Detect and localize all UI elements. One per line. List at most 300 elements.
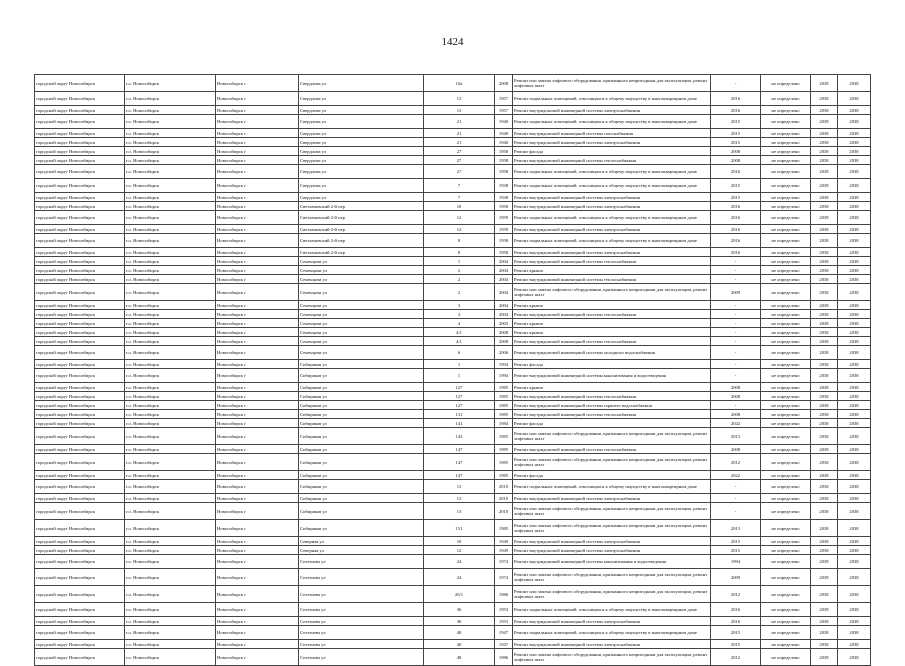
table-cell: не определено — [761, 165, 811, 179]
table-cell: Сибиряков ул — [299, 445, 424, 454]
table-cell: 2038 — [811, 419, 838, 428]
table-cell: Новосибирск г — [216, 115, 299, 129]
table-cell: 2038 — [838, 266, 871, 275]
table-cell: 1949 — [495, 537, 513, 546]
table-cell: Ремонт фасада — [513, 419, 711, 428]
table-cell: не определено — [761, 257, 811, 266]
table-row — [35, 617, 871, 626]
table-cell: городской округ Новосибирск — [35, 211, 125, 225]
table-cell: Ремонт фасада — [513, 147, 711, 156]
table-cell: 2038 — [838, 603, 871, 617]
table-cell: Ремонт или замена лифтового оборудования, признанного непригодным для эксплуатации, ремонт лифтовых шахт — [513, 75, 711, 92]
table-cell: Ремонт внутридомовой инженерной системы электроснабжения — [513, 138, 711, 147]
table-cell: - — [711, 319, 761, 328]
table-cell: 10 — [424, 202, 495, 211]
table-row — [35, 503, 871, 520]
table-cell: 36 — [424, 617, 495, 626]
table-cell: Ремонт крыши — [513, 301, 711, 310]
table-cell: не определено — [761, 555, 811, 569]
table-cell: Ремонт внутридомовой инженерной системы теплоснабжения — [513, 392, 711, 401]
table-cell: Ремонт подвальных помещений, относящихся к общему имуществу в многоквартирном доме — [513, 92, 711, 106]
table-cell: 2015 — [711, 537, 761, 546]
table-cell: 2038 — [838, 301, 871, 310]
table-cell: - — [711, 401, 761, 410]
table-cell: Ремонт внутридомовой инженерной системы теплоснабжения — [513, 310, 711, 319]
table-cell: городской округ Новосибирск — [35, 319, 125, 328]
table-cell: не определено — [761, 520, 811, 537]
table-cell: городской округ Новосибирск — [35, 106, 125, 115]
table-cell: 2004 — [495, 266, 513, 275]
table-cell: - — [711, 503, 761, 520]
table-cell: городской округ Новосибирск — [35, 419, 125, 428]
table-cell: Ремонт внутридомовой инженерной системы электроснабжения — [513, 546, 711, 555]
table-cell: г.о. Новосибирск — [125, 369, 216, 383]
table-cell: Новосибирск г — [216, 640, 299, 649]
table-cell: 2008 — [711, 392, 761, 401]
table-cell: 2038 — [838, 319, 871, 328]
table-cell: 2038 — [811, 454, 838, 471]
table-cell: 2038 — [811, 202, 838, 211]
table-cell: Ремонт внутридомовой инженерной системы теплоснабжения — [513, 337, 711, 346]
table-cell: г.о. Новосибирск — [125, 310, 216, 319]
table-row — [35, 569, 871, 586]
table-cell: 2038 — [838, 234, 871, 248]
table-cell: 2038 — [838, 129, 871, 138]
table-cell: 2038 — [838, 401, 871, 410]
table-row — [35, 234, 871, 248]
table-cell: городской округ Новосибирск — [35, 202, 125, 211]
table-cell: городской округ Новосибирск — [35, 129, 125, 138]
table-cell: Новосибирск г — [216, 75, 299, 92]
table-cell: Ремонт или замена лифтового оборудования, признанного непригодным для эксплуатации, ремонт лифтовых шахт — [513, 520, 711, 537]
table-cell: 2038 — [811, 617, 838, 626]
table-cell: городской округ Новосибирск — [35, 138, 125, 147]
table-cell: Ремонт подвальных помещений, относящихся к общему имуществу в многоквартирном доме — [513, 603, 711, 617]
table-cell: 2038 — [811, 360, 838, 369]
table-cell: 1953 — [495, 617, 513, 626]
table-cell: г.о. Новосибирск — [125, 401, 216, 410]
table-cell: не определено — [761, 248, 811, 257]
table-row — [35, 401, 871, 410]
table-cell: Новосибирск г — [216, 202, 299, 211]
table-cell: не определено — [761, 471, 811, 480]
table-cell: городской округ Новосибирск — [35, 179, 125, 193]
table-cell: 131 — [424, 410, 495, 419]
table-cell: - — [711, 75, 761, 92]
table-cell: 2009 — [711, 284, 761, 301]
table-cell: г.о. Новосибирск — [125, 147, 216, 156]
table-cell: 2038 — [811, 248, 838, 257]
table-cell: 2038 — [811, 520, 838, 537]
table-cell: г.о. Новосибирск — [125, 537, 216, 546]
table-cell: 147 — [424, 445, 495, 454]
table-row — [35, 225, 871, 234]
table-cell: не определено — [761, 156, 811, 165]
table-row — [35, 248, 871, 257]
table-cell: 2004 — [495, 301, 513, 310]
table-cell: Ремонт внутридомовой инженерной системы теплоснабжения — [513, 275, 711, 284]
table-cell: городской округ Новосибирск — [35, 480, 125, 494]
table-cell: Семенцова ул — [299, 346, 424, 360]
table-cell: Светлановский 2-й пер — [299, 234, 424, 248]
table-cell: Сибиряков ул — [299, 428, 424, 445]
table-cell: - — [711, 346, 761, 360]
table-cell: 1940 — [495, 129, 513, 138]
table-cell: 2038 — [838, 569, 871, 586]
table-cell: 2038 — [838, 284, 871, 301]
table-cell: Ремонт или замена лифтового оборудования, признанного непригодным для эксплуатации, ремонт лифтовых шахт — [513, 503, 711, 520]
table-cell: Ремонт внутридомовой инженерной системы электроснабжения — [513, 617, 711, 626]
table-cell: Ремонт внутридомовой инженерной системы канализования и водоотведения — [513, 555, 711, 569]
table-cell: не определено — [761, 369, 811, 383]
table-cell: Ремонт внутридомовой инженерной системы электроснабжения — [513, 106, 711, 115]
table-cell: 2038 — [811, 310, 838, 319]
table-cell: городской округ Новосибирск — [35, 234, 125, 248]
table-cell: не определено — [761, 266, 811, 275]
table-cell: 1958 — [495, 147, 513, 156]
table-cell: городской округ Новосибирск — [35, 115, 125, 129]
table-cell: г.о. Новосибирск — [125, 445, 216, 454]
table-cell: Северная ул — [299, 537, 424, 546]
table-cell: не определено — [761, 284, 811, 301]
table-cell: 48 — [424, 649, 495, 666]
table-row — [35, 640, 871, 649]
table-row — [35, 471, 871, 480]
table-cell: Новосибирск г — [216, 225, 299, 234]
table-cell: 2009 — [711, 569, 761, 586]
table-cell: Ремонт или замена лифтового оборудования, признанного непригодным для эксплуатации, ремонт лифтовых шахт — [513, 569, 711, 586]
table-cell: 2008 — [495, 75, 513, 92]
table-cell: 2015 — [711, 640, 761, 649]
table-cell: Свердлова ул — [299, 115, 424, 129]
table-cell: 2016 — [711, 248, 761, 257]
table-cell: 2038 — [838, 392, 871, 401]
table-cell: 2015 — [711, 129, 761, 138]
table-cell: г.о. Новосибирск — [125, 138, 216, 147]
table-row — [35, 284, 871, 301]
table-cell: 2016 — [711, 617, 761, 626]
table-cell: 1 — [424, 360, 495, 369]
table-cell: 1986 — [495, 586, 513, 603]
table-cell: городской округ Новосибирск — [35, 401, 125, 410]
table-cell: 143 — [424, 428, 495, 445]
table-cell: Новосибирск г — [216, 649, 299, 666]
table-cell: Новосибирск г — [216, 266, 299, 275]
table-cell: 2038 — [811, 225, 838, 234]
table-cell: - — [711, 337, 761, 346]
table-cell: 1938 — [495, 179, 513, 193]
table-cell: Ремонт подвальных помещений, относящихся к общему имуществу в многоквартирном доме — [513, 179, 711, 193]
table-cell: городской округ Новосибирск — [35, 555, 125, 569]
table-cell: не определено — [761, 225, 811, 234]
table-cell: 2038 — [811, 569, 838, 586]
table-cell: г.о. Новосибирск — [125, 211, 216, 225]
table-cell: 151 — [424, 520, 495, 537]
table-cell: - — [711, 328, 761, 337]
table-cell: 1974 — [495, 555, 513, 569]
table-cell: 2038 — [811, 503, 838, 520]
table-cell: 2004 — [495, 284, 513, 301]
table-cell: 2038 — [838, 328, 871, 337]
table-cell: Сибиряков ул — [299, 471, 424, 480]
table-cell: Сибиряков ул — [299, 392, 424, 401]
table-cell: Сибиряков ул — [299, 520, 424, 537]
table-cell: городской округ Новосибирск — [35, 360, 125, 369]
table-cell: 2038 — [838, 75, 871, 92]
table-cell: 12 — [424, 225, 495, 234]
table-cell: 13 — [424, 92, 495, 106]
table-cell: 1 — [424, 369, 495, 383]
table-cell: 2038 — [838, 494, 871, 503]
table-cell: 2012 — [711, 649, 761, 666]
table-cell: 2038 — [838, 337, 871, 346]
table-cell: г.о. Новосибирск — [125, 626, 216, 640]
table-row — [35, 211, 871, 225]
table-cell: 1958 — [495, 234, 513, 248]
table-cell: г.о. Новосибирск — [125, 179, 216, 193]
table-cell: 2016 — [711, 211, 761, 225]
table-cell: Ремонт крыши — [513, 328, 711, 337]
table-cell: 13 — [424, 480, 495, 494]
table-cell: 40 — [424, 626, 495, 640]
table-cell: 2038 — [838, 445, 871, 454]
table-cell: Ремонт фасада — [513, 471, 711, 480]
table-cell: 2038 — [811, 346, 838, 360]
table-cell: 2038 — [811, 319, 838, 328]
table-cell: городской округ Новосибирск — [35, 603, 125, 617]
table-cell: 127 — [424, 392, 495, 401]
table-cell: городской округ Новосибирск — [35, 428, 125, 445]
table-cell: 13 — [424, 106, 495, 115]
table-cell: 2015 — [711, 179, 761, 193]
table-cell: 2038 — [811, 106, 838, 115]
table-cell: городской округ Новосибирск — [35, 649, 125, 666]
table-cell: Семенцова ул — [299, 319, 424, 328]
table-cell: 2038 — [838, 555, 871, 569]
table-cell: городской округ Новосибирск — [35, 640, 125, 649]
table-cell: г.о. Новосибирск — [125, 284, 216, 301]
table-cell: Свердлова ул — [299, 92, 424, 106]
table-cell: Сибиряков ул — [299, 419, 424, 428]
table-cell: 2038 — [838, 211, 871, 225]
table-cell: Ремонт внутридомовой инженерной системы теплоснабжения — [513, 445, 711, 454]
table-cell: Новосибирск г — [216, 328, 299, 337]
table-cell: 2038 — [811, 179, 838, 193]
table-cell: 1985 — [495, 410, 513, 419]
table-cell: 2038 — [838, 369, 871, 383]
table-cell: Свердлова ул — [299, 156, 424, 165]
table-cell: 2012 — [711, 586, 761, 603]
table-cell: г.о. Новосибирск — [125, 92, 216, 106]
table-cell: 2013 — [711, 428, 761, 445]
table-cell: 2038 — [811, 410, 838, 419]
table-cell: 2038 — [838, 617, 871, 626]
table-cell: Новосибирск г — [216, 520, 299, 537]
table-cell: 2 — [424, 275, 495, 284]
table-cell: - — [711, 369, 761, 383]
table-cell: не определено — [761, 92, 811, 106]
table-cell: городской округ Новосибирск — [35, 410, 125, 419]
table-cell: Новосибирск г — [216, 546, 299, 555]
table-cell: г.о. Новосибирск — [125, 428, 216, 445]
table-cell: 1994 — [495, 360, 513, 369]
table-cell: Новосибирск г — [216, 471, 299, 480]
table-row — [35, 319, 871, 328]
table-cell: Ремонт внутридомовой инженерной системы электроснабжения — [513, 202, 711, 211]
table-row — [35, 275, 871, 284]
table-cell: 2022 — [711, 471, 761, 480]
table-cell: 2004 — [495, 275, 513, 284]
table-cell: городской округ Новосибирск — [35, 546, 125, 555]
table-cell: г.о. Новосибирск — [125, 569, 216, 586]
table-cell: г.о. Новосибирск — [125, 156, 216, 165]
table-cell: Новосибирск г — [216, 156, 299, 165]
table-cell: Ремонт внутридомовой инженерной системы электроснабжения — [513, 193, 711, 202]
table-cell: 2038 — [838, 410, 871, 419]
table-row — [35, 337, 871, 346]
table-cell: 2038 — [838, 520, 871, 537]
table-cell: г.о. Новосибирск — [125, 129, 216, 138]
table-cell: 10а — [424, 75, 495, 92]
table-cell: г.о. Новосибирск — [125, 360, 216, 369]
table-cell: 2038 — [811, 428, 838, 445]
table-row — [35, 301, 871, 310]
table-cell: г.о. Новосибирск — [125, 275, 216, 284]
table-cell: г.о. Новосибирск — [125, 257, 216, 266]
table-cell: Новосибирск г — [216, 454, 299, 471]
table-row — [35, 555, 871, 569]
table-row — [35, 586, 871, 603]
table-cell: городской округ Новосибирск — [35, 248, 125, 257]
table-cell: Семенцова ул — [299, 328, 424, 337]
table-cell: 2015 — [711, 193, 761, 202]
table-cell: 1947 — [495, 626, 513, 640]
table-cell: 2038 — [838, 586, 871, 603]
table-cell: Ремонт подвальных помещений, относящихся к общему имуществу в многоквартирном доме — [513, 234, 711, 248]
table-row — [35, 603, 871, 617]
table-cell: Новосибирск г — [216, 369, 299, 383]
table-cell: Новосибирск г — [216, 92, 299, 106]
table-cell: 2038 — [811, 369, 838, 383]
table-cell: 2038 — [811, 275, 838, 284]
table-cell: Семенцова ул — [299, 257, 424, 266]
table-cell: Свердлова ул — [299, 75, 424, 92]
table-cell: Новосибирск г — [216, 626, 299, 640]
table-cell: Сибиряков ул — [299, 383, 424, 392]
table-cell: Сибиряков ул — [299, 360, 424, 369]
table-cell: Ремонт внутридомовой инженерной системы теплоснабжения — [513, 410, 711, 419]
table-cell: 2008 — [711, 410, 761, 419]
table-cell: Новосибирск г — [216, 503, 299, 520]
table-cell: Новосибирск г — [216, 428, 299, 445]
table-cell: 2038 — [838, 626, 871, 640]
table-cell: Ремонт подвальных помещений, относящихся к общему имуществу в многоквартирном доме — [513, 211, 711, 225]
table-cell: не определено — [761, 346, 811, 360]
table-cell: Ремонт или замена лифтового оборудования, признанного непригодным для эксплуатации, ремонт лифтовых шахт — [513, 454, 711, 471]
table-cell: г.о. Новосибирск — [125, 346, 216, 360]
table-cell: 1985 — [495, 428, 513, 445]
table-cell: не определено — [761, 546, 811, 555]
table-cell: - — [711, 310, 761, 319]
table-cell: 2038 — [838, 649, 871, 666]
table-cell: Новосибирск г — [216, 211, 299, 225]
table-cell: 1958 — [495, 165, 513, 179]
table-cell: 2038 — [838, 275, 871, 284]
table-cell: г.о. Новосибирск — [125, 234, 216, 248]
table-cell: 141 — [424, 419, 495, 428]
table-cell: не определено — [761, 626, 811, 640]
table-cell: не определено — [761, 480, 811, 494]
table-cell: Светлановский 2-й пер — [299, 225, 424, 234]
table-cell: 2008 — [495, 337, 513, 346]
table-cell: Селезнева ул — [299, 586, 424, 603]
table-cell: городской округ Новосибирск — [35, 165, 125, 179]
table-cell: г.о. Новосибирск — [125, 319, 216, 328]
table-cell: 2038 — [811, 138, 838, 147]
table-cell: 2022 — [711, 419, 761, 428]
table-cell: 2038 — [811, 193, 838, 202]
table-cell: 2038 — [838, 640, 871, 649]
table-row — [35, 129, 871, 138]
table-cell: г.о. Новосибирск — [125, 419, 216, 428]
table-cell: городской округ Новосибирск — [35, 337, 125, 346]
table-cell: Новосибирск г — [216, 319, 299, 328]
table-cell: Сибиряков ул — [299, 369, 424, 383]
table-row — [35, 193, 871, 202]
table-cell: Ремонт подвальных помещений, относящихся к общему имуществу в многоквартирном доме — [513, 626, 711, 640]
table-row — [35, 428, 871, 445]
table-cell: 1985 — [495, 471, 513, 480]
table-cell: г.о. Новосибирск — [125, 640, 216, 649]
table-cell: г.о. Новосибирск — [125, 546, 216, 555]
table-cell: 40 — [424, 640, 495, 649]
table-cell: Ремонт внутридомовой инженерной системы электроснабжения — [513, 537, 711, 546]
table-cell: Ремонт подвальных помещений, относящихся к общему имуществу в многоквартирном доме — [513, 480, 711, 494]
table-cell: 2016 — [711, 234, 761, 248]
table-row — [35, 179, 871, 193]
table-cell: 21 — [424, 129, 495, 138]
table-cell: городской округ Новосибирск — [35, 520, 125, 537]
table-cell: Новосибирск г — [216, 147, 299, 156]
table-cell: Ремонт внутридомовой инженерной системы газоснабжения — [513, 129, 711, 138]
table-cell: г.о. Новосибирск — [125, 649, 216, 666]
table-cell: 3 — [424, 310, 495, 319]
table-cell: 2038 — [838, 165, 871, 179]
table-cell: Новосибирск г — [216, 360, 299, 369]
table-cell: Ремонт фасада — [513, 360, 711, 369]
table-cell: Сибиряков ул — [299, 503, 424, 520]
table-cell: не определено — [761, 193, 811, 202]
table-cell: 8 — [424, 248, 495, 257]
table-cell: г.о. Новосибирск — [125, 193, 216, 202]
table-cell: не определено — [761, 328, 811, 337]
table-cell: Селезнева ул — [299, 555, 424, 569]
table-cell: Ремонт внутридомовой инженерной системы канализования и водоотведения — [513, 369, 711, 383]
table-cell: 2015 — [711, 626, 761, 640]
table-cell: г.о. Новосибирск — [125, 454, 216, 471]
table-cell: Ремонт крыши — [513, 383, 711, 392]
table-cell: 2038 — [811, 156, 838, 165]
table-cell: 7 — [424, 193, 495, 202]
table-cell: Новосибирск г — [216, 301, 299, 310]
table-cell: городской округ Новосибирск — [35, 92, 125, 106]
page-number: 1424 — [441, 36, 464, 48]
table-cell: 2016 — [711, 225, 761, 234]
table-cell: г.о. Новосибирск — [125, 115, 216, 129]
table-row — [35, 419, 871, 428]
table-row — [35, 383, 871, 392]
table-row — [35, 410, 871, 419]
